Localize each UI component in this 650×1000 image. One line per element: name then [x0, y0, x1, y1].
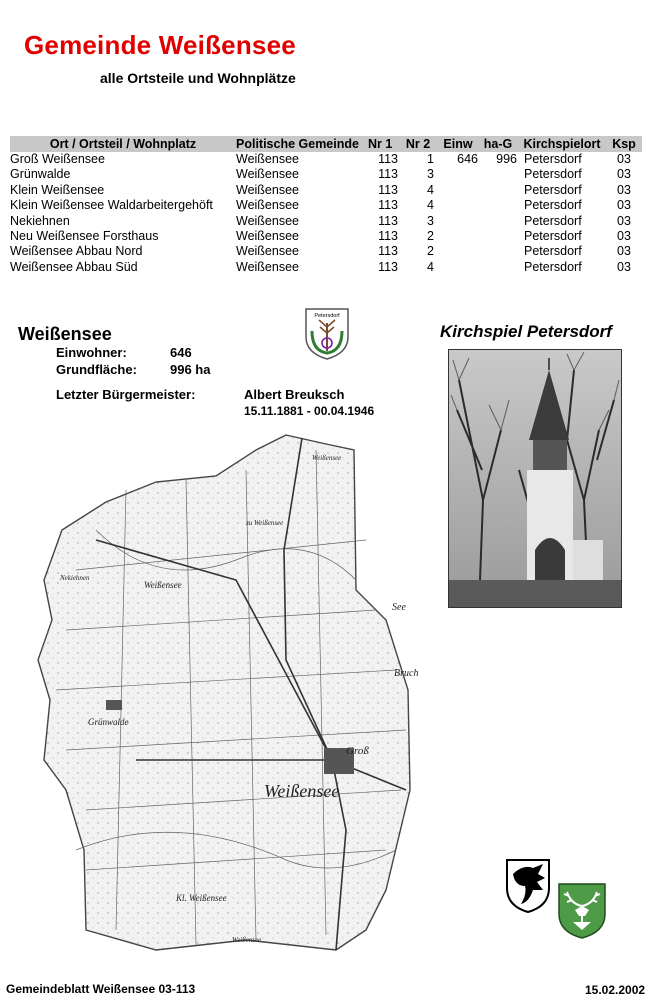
- column-header: Nr 2: [398, 136, 438, 152]
- map-label: Grünwalde: [88, 717, 129, 727]
- church-photo: [448, 349, 622, 608]
- table-row: [10, 244, 642, 259]
- map-label: Nekiehnen: [60, 574, 90, 582]
- church-caption: Kirchspiel Petersdorf: [440, 322, 612, 341]
- table-cell: 113: [378, 259, 398, 274]
- column-header: Einw: [438, 136, 478, 152]
- table-cell: Neu Weißensee Forsthaus: [10, 229, 159, 244]
- deer-crest-icon: [557, 882, 607, 940]
- footer-date: 15.02.2002: [585, 983, 646, 997]
- column-header: Ksp: [606, 136, 642, 152]
- table-cell: 113: [378, 152, 398, 166]
- table-cell: 03: [617, 198, 631, 213]
- footer-document-id: Gemeindeblatt Weißensee 03-113: [6, 982, 196, 996]
- table-cell: Petersdorf: [524, 259, 582, 274]
- area-label: Grundfläche:: [56, 362, 137, 377]
- area-value: 996 ha: [170, 362, 211, 377]
- table-header-row: [10, 136, 642, 152]
- column-header: ha-G: [478, 136, 518, 152]
- table-cell: Weißensee Abbau Süd: [10, 259, 138, 274]
- table-cell: 646: [457, 152, 478, 166]
- column-header: Ort / Ortsteil / Wohnplatz: [10, 136, 236, 152]
- table-cell: [478, 183, 518, 198]
- table-cell: 03: [617, 259, 631, 274]
- table-cell: 03: [617, 182, 631, 197]
- table-cell: [478, 260, 518, 275]
- table-cell: [438, 183, 478, 198]
- map-label: Weißensee: [264, 781, 340, 801]
- population-value: 646: [170, 345, 192, 360]
- table-row: [10, 167, 642, 182]
- page-title: Gemeinde Weißensee: [24, 30, 296, 60]
- map-label: Groß: [346, 745, 369, 757]
- table-row: [10, 198, 642, 213]
- table-row: [10, 152, 642, 167]
- table-cell: [478, 198, 518, 213]
- table-cell: Weißensee: [236, 152, 299, 166]
- table-cell: Petersdorf: [524, 213, 582, 228]
- table-cell: Klein Weißensee: [10, 182, 105, 197]
- table-cell: 03: [617, 152, 631, 166]
- table-cell: Petersdorf: [524, 167, 582, 182]
- table-cell: [438, 244, 478, 259]
- table-cell: [438, 229, 478, 244]
- column-header: Nr 1: [368, 136, 398, 152]
- table-cell: 113: [378, 167, 398, 182]
- page-subtitle: alle Ortsteile und Wohnplätze: [100, 70, 296, 86]
- column-header: Kirchspielort: [518, 136, 606, 152]
- table-cell: 03: [617, 167, 631, 182]
- table-cell: 4: [427, 198, 434, 213]
- table-row: [10, 229, 642, 244]
- map-label: Weißensee: [144, 580, 182, 590]
- table-row: [10, 183, 642, 198]
- table-cell: [438, 260, 478, 275]
- mayor-name: Albert Breuksch: [244, 387, 345, 402]
- table-cell: Weißensee: [236, 182, 299, 197]
- eagle-crest-icon: [505, 858, 551, 914]
- table-cell: Petersdorf: [524, 152, 582, 166]
- table-cell: 113: [378, 229, 398, 244]
- table-cell: Weißensee: [236, 213, 299, 228]
- table-cell: 03: [617, 229, 631, 244]
- places-table: [10, 136, 642, 275]
- map-label: Weißensee: [312, 454, 342, 462]
- table-cell: 4: [427, 182, 434, 197]
- table-cell: [478, 167, 518, 182]
- table-cell: 03: [617, 213, 631, 228]
- table-cell: 113: [378, 213, 398, 228]
- table-cell: 2: [427, 229, 434, 244]
- table-cell: 113: [378, 182, 398, 197]
- table-cell: 3: [427, 213, 434, 228]
- map-label: Weißensee: [232, 936, 262, 944]
- table-body: [10, 152, 642, 275]
- table-cell: [438, 198, 478, 213]
- table-cell: 1: [427, 152, 434, 166]
- table-cell: Weißensee: [236, 259, 299, 274]
- table-cell: Grünwalde: [10, 167, 71, 182]
- population-label: Einwohner:: [56, 345, 127, 360]
- map-label: See: [392, 602, 406, 613]
- map-label: Bruch: [394, 668, 419, 679]
- table-cell: Petersdorf: [524, 229, 582, 244]
- table-cell: 996: [496, 152, 517, 166]
- table-cell: Weißensee: [236, 198, 299, 213]
- table-cell: 2: [427, 244, 434, 259]
- map-label: Kl. Weißensee: [176, 893, 227, 903]
- table-cell: [478, 244, 518, 259]
- table-cell: Weißensee: [236, 244, 299, 259]
- table-cell: Petersdorf: [524, 198, 582, 213]
- table-cell: [478, 214, 518, 229]
- table-cell: Weißensee: [236, 229, 299, 244]
- table-cell: Groß Weißensee: [10, 152, 105, 166]
- mayor-dates: 15.11.1881 - 00.04.1946: [244, 404, 375, 418]
- column-header: Politische Gemeinde: [236, 136, 368, 152]
- table-cell: Petersdorf: [524, 244, 582, 259]
- table-cell: 03: [617, 244, 631, 259]
- table-cell: [438, 167, 478, 182]
- table-cell: 3: [427, 167, 434, 182]
- table-cell: Nekiehnen: [10, 213, 70, 228]
- map-label: zu Weißensee: [246, 519, 284, 527]
- table-cell: 4: [427, 259, 434, 274]
- table-row: [10, 214, 642, 229]
- table-cell: 113: [378, 198, 398, 213]
- parish-seal-icon: [304, 307, 350, 361]
- table-cell: Weißensee: [236, 167, 299, 182]
- table-cell: Klein Weißensee Waldarbeitergehöft: [10, 198, 213, 213]
- table-cell: [478, 229, 518, 244]
- table-cell: [438, 214, 478, 229]
- mayor-label: Letzter Bürgermeister:: [56, 387, 196, 402]
- table-cell: Petersdorf: [524, 182, 582, 197]
- table-cell: Weißensee Abbau Nord: [10, 244, 143, 259]
- seal-text: Petersdorf: [314, 313, 340, 319]
- municipality-name: Weißensee: [18, 324, 112, 344]
- table-cell: 113: [378, 244, 398, 259]
- table-row: [10, 260, 642, 275]
- topographic-map: [36, 430, 436, 955]
